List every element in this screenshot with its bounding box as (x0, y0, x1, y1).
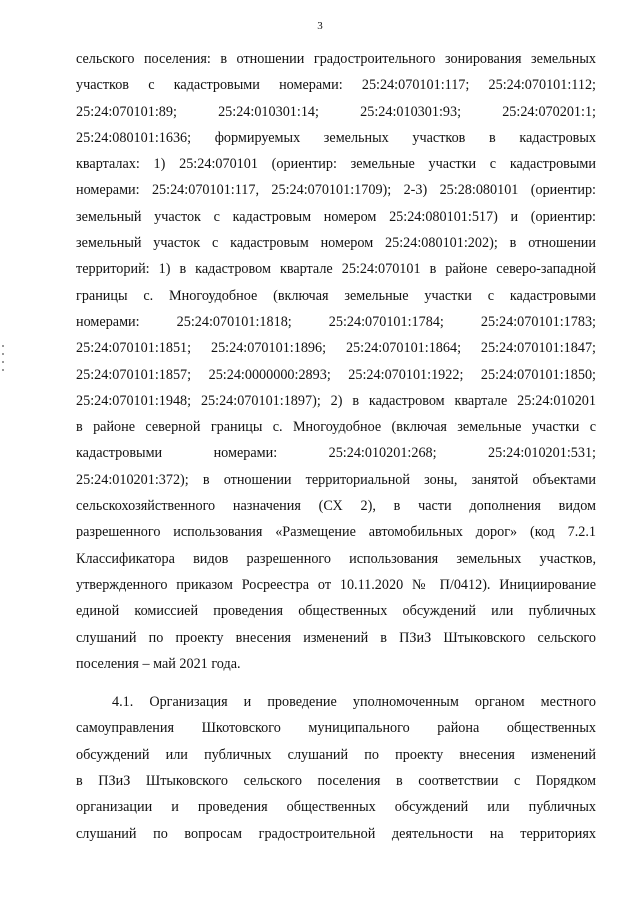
text-line: кадастровыми номерами: 25:24:010201:268; 25:24:010201:531; (76, 445, 596, 462)
margin-scan-marks (2, 345, 5, 385)
text-line: самоуправления Шкотовского муниципального района общественных (76, 720, 596, 737)
text-line: номерами: 25:24:070101:1818; 25:24:070101:1784; 25:24:070101:1783; (76, 313, 596, 330)
paragraph-gap (76, 677, 596, 689)
text-line: 25:24:080101:1636; формируемых земельных участков в кадастровых (76, 129, 596, 146)
document-body (76, 46, 596, 847)
text-line: слушаний по вопросам градостроительной деятельности на территориях (76, 825, 596, 842)
text-line: Классификатора видов разрешенного использования земельных участков, (76, 550, 596, 567)
text-line: 25:24:070101:1857; 25:24:0000000:2893; 25:24:070101:1922; 25:24:070101:1850; (76, 366, 596, 383)
text-line: разрешенного использования «Размещение автомобильных дорог» (код 7.2.1 (76, 524, 596, 541)
text-line: слушаний по проекту внесения изменений в ПЗиЗ Штыковского сельского (76, 629, 596, 646)
text-line: в ПЗиЗ Штыковского сельского поселения в соответствии с Порядком (76, 773, 596, 790)
text-line: земельный участок с кадастровым номером 25:24:080101:202); в отношении (76, 235, 596, 252)
text-line: сельскохозяйственного назначения (СХ 2), в части дополнения видом (76, 498, 596, 515)
page-number: 3 (317, 20, 323, 32)
text-line: 25:24:070101:1948; 25:24:070101:1897); 2) в кадастровом квартале 25:24:010201 (76, 392, 596, 409)
text-line: земельный участок с кадастровым номером 25:24:080101:517) и (ориентир: (76, 208, 596, 225)
text-line: территорий: 1) в кадастровом квартале 25:24:070101 в районе северо-западной (76, 261, 596, 278)
text-line: единой комиссией проведения общественных обсуждений или публичных (76, 603, 596, 620)
text-line: в районе северной границы с. Многоудобное (включая земельные участки с (76, 419, 596, 436)
text-line: 4.1. Организация и проведение уполномоченным органом местного (112, 694, 596, 711)
paragraph-4-1 (76, 689, 596, 847)
text-line: сельского поселения: в отношении градостроительного зонирования земельных (76, 51, 596, 67)
text-line: организации и проведения общественных обсуждений или публичных (76, 799, 596, 816)
text-line: 25:24:070101:89; 25:24:010301:14; 25:24:010301:93; 25:24:070201:1; (76, 103, 596, 120)
text-line: участков с кадастровыми номерами: 25:24:070101:117; 25:24:070101:112; (76, 77, 596, 94)
text-line: 25:24:070101:1851; 25:24:070101:1896; 25:24:070101:1864; 25:24:070101:1847; (76, 340, 596, 357)
paragraph-zoning (76, 46, 596, 677)
text-line: кварталах: 1) 25:24:070101 (ориентир: земельные участки с кадастровыми (76, 156, 596, 173)
text-line: поселения – май 2021 года. (76, 655, 241, 672)
text-line: утвержденного приказом Росреестра от 10.11.2020 № П/0412). Инициирование (76, 576, 596, 593)
text-line: границы с. Многоудобное (включая земельные участки с кадастровыми (76, 287, 596, 304)
text-line: номерами: 25:24:070101:117, 25:24:070101:1709); 2-3) 25:28:080101 (ориентир: (76, 182, 596, 199)
text-line: 25:24:010201:372); в отношении территориальной зоны, занятой объектами (76, 471, 596, 488)
text-line: обсуждений или публичных слушаний по проекту внесения изменений (76, 746, 596, 763)
